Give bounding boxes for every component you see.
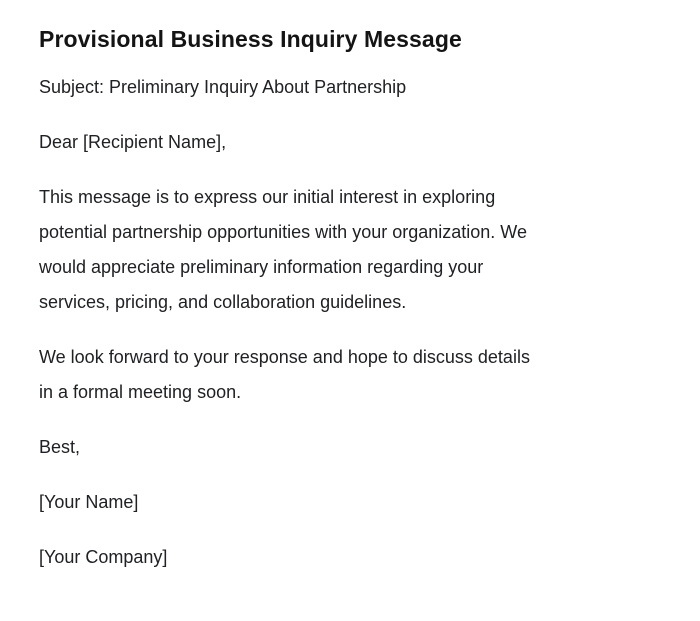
body-paragraph-1 (39, 180, 660, 320)
paragraph-line: We look forward to your response and hope to discuss details (39, 347, 530, 367)
paragraph-line: services, pricing, and collaboration guidelines. (39, 292, 407, 312)
signature-name: [Your Name] (39, 492, 139, 512)
paragraph-line: potential partnership opportunities with your organization. We (39, 222, 527, 242)
closing-line: Best, (39, 437, 81, 457)
paragraph-line: This message is to express our initial interest in exploring (39, 187, 496, 207)
signature-company: [Your Company] (39, 547, 168, 567)
paragraph-line: in a formal meeting soon. (39, 382, 242, 402)
greeting-line: Dear [Recipient Name], (39, 132, 227, 152)
body-paragraph-2 (39, 340, 660, 410)
page-title: Provisional Business Inquiry Message (39, 26, 462, 52)
paragraph-line: would appreciate preliminary information regarding your (39, 257, 484, 277)
subject-line: Subject: Preliminary Inquiry About Partnership (39, 77, 407, 97)
